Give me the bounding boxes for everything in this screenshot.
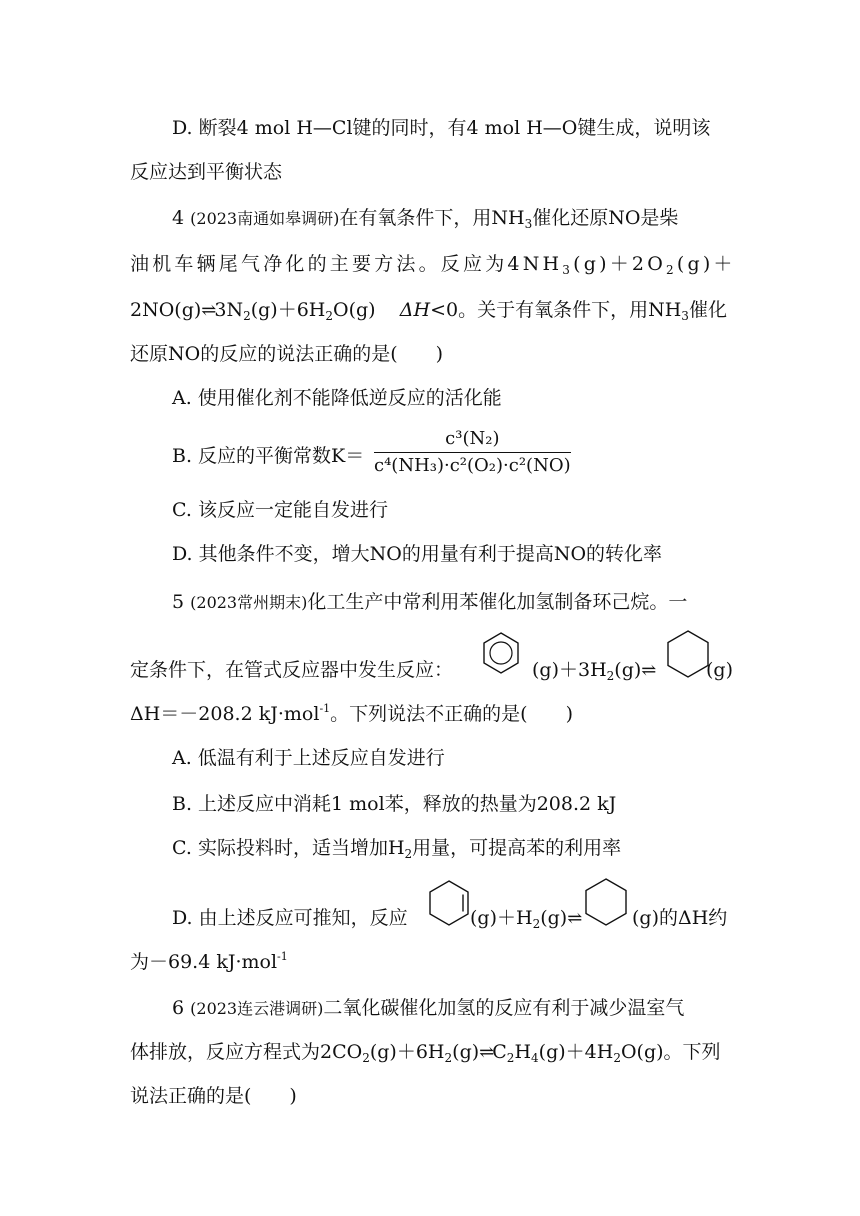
- q3-option-d-line1: D. 断裂4 mol H—Cl键的同时，有4 mol H—O键生成，说明该: [172, 117, 711, 139]
- q5-stem-line3: ΔH＝－208.2 kJ·mol$^{-1}$。下列说法不正确的是( ): [130, 702, 573, 725]
- equilibrium-constant-fraction: [374, 428, 571, 477]
- q5-option-a: A. 低温有利于上述反应自发进行: [172, 747, 445, 769]
- q5-source: (2023常州期末): [190, 593, 308, 612]
- q5-option-d: D. 由上述反应可推知，反应: [172, 907, 408, 929]
- q4-stem-line1: 4 (2023南通如皋调研)在有氧条件下，用$NH_3$催化还原NO是柴: [172, 207, 679, 231]
- k-denominator: c⁴(NH₃)·c²(O₂)·c²(NO): [374, 455, 571, 476]
- q5-option-d-mid: $(g)+H_2(g)\rightleftharpoons$: [470, 907, 581, 931]
- benzene-structure-icon: [478, 630, 524, 676]
- q5-option-d-end: (g)的ΔH约: [632, 907, 728, 929]
- equilibrium-arrow-icon: ⇌: [201, 300, 215, 321]
- q5-option-c: C. 实际投料时，适当增加$H_2$用量，可提高苯的利用率: [172, 837, 622, 861]
- q5-option-b: B. 上述反应中消耗1 mol苯，释放的热量为208.2 kJ: [172, 793, 617, 815]
- q4-number: 4: [172, 207, 185, 229]
- q4-stem-line3: $2NO(g)\rightleftharpoons 3N_2(g)+6H_2O(g)$ ΔH<0。关于有氧条件下，用$NH_3$催化: [130, 299, 727, 323]
- q5-stem-line1: 5 (2023常州期末)化工生产中常利用苯催化加氢制备环己烷。一: [172, 591, 688, 613]
- q5-equation-mid: $(g)+3H_2(g)\rightleftharpoons$: [532, 659, 655, 683]
- q5-number: 5: [172, 591, 185, 613]
- q4-option-d: D. 其他条件不变，增大NO的用量有利于提高NO的转化率: [172, 543, 663, 565]
- q6-number: 6: [172, 997, 185, 1019]
- equilibrium-arrow-icon: ⇌: [479, 1042, 493, 1063]
- cyclohexane-structure-icon: [580, 876, 632, 928]
- q4-stem-line2: 油机车辆尾气净化的主要方法。反应为$4NH_3(g)+2O_2(g)+$: [130, 253, 736, 277]
- equilibrium-arrow-icon: ⇌: [567, 908, 581, 929]
- q6-stem-line2: 体排放，反应方程式为$2CO_2(g)+6H_2(g)\rightleftharpoons C_2H_4(g)+4H_2O(g)$。下列: [130, 1041, 721, 1065]
- q6-source: (2023连云港调研): [190, 999, 324, 1018]
- q4-option-a: A. 使用催化剂不能降低逆反应的活化能: [172, 387, 502, 409]
- q3-option-d-line2: 反应达到平衡状态: [130, 161, 283, 183]
- q5-stem-line2: 定条件下，在管式反应器中发生反应：: [130, 659, 454, 681]
- q5-option-d-line2: 为－69.4 kJ·mol$^{-1}$: [130, 950, 288, 973]
- equilibrium-arrow-icon: ⇌: [641, 660, 655, 681]
- q4-option-c: C. 该反应一定能自发进行: [172, 499, 388, 521]
- cyclohexene-structure-icon: [424, 878, 474, 928]
- q4-option-b: B. 反应的平衡常数K＝: [172, 445, 365, 467]
- q5-equation-end: (g): [706, 659, 733, 681]
- q6-stem-line3: 说法正确的是( ): [130, 1085, 297, 1107]
- q4-source: (2023南通如皋调研): [190, 209, 340, 228]
- q4-stem-line4: 还原NO的反应的说法正确的是( ): [130, 343, 444, 365]
- k-numerator: c³(N₂): [445, 428, 500, 449]
- q6-stem-line1: 6 (2023连云港调研)二氧化碳催化加氢的反应有利于减少温室气: [172, 997, 685, 1019]
